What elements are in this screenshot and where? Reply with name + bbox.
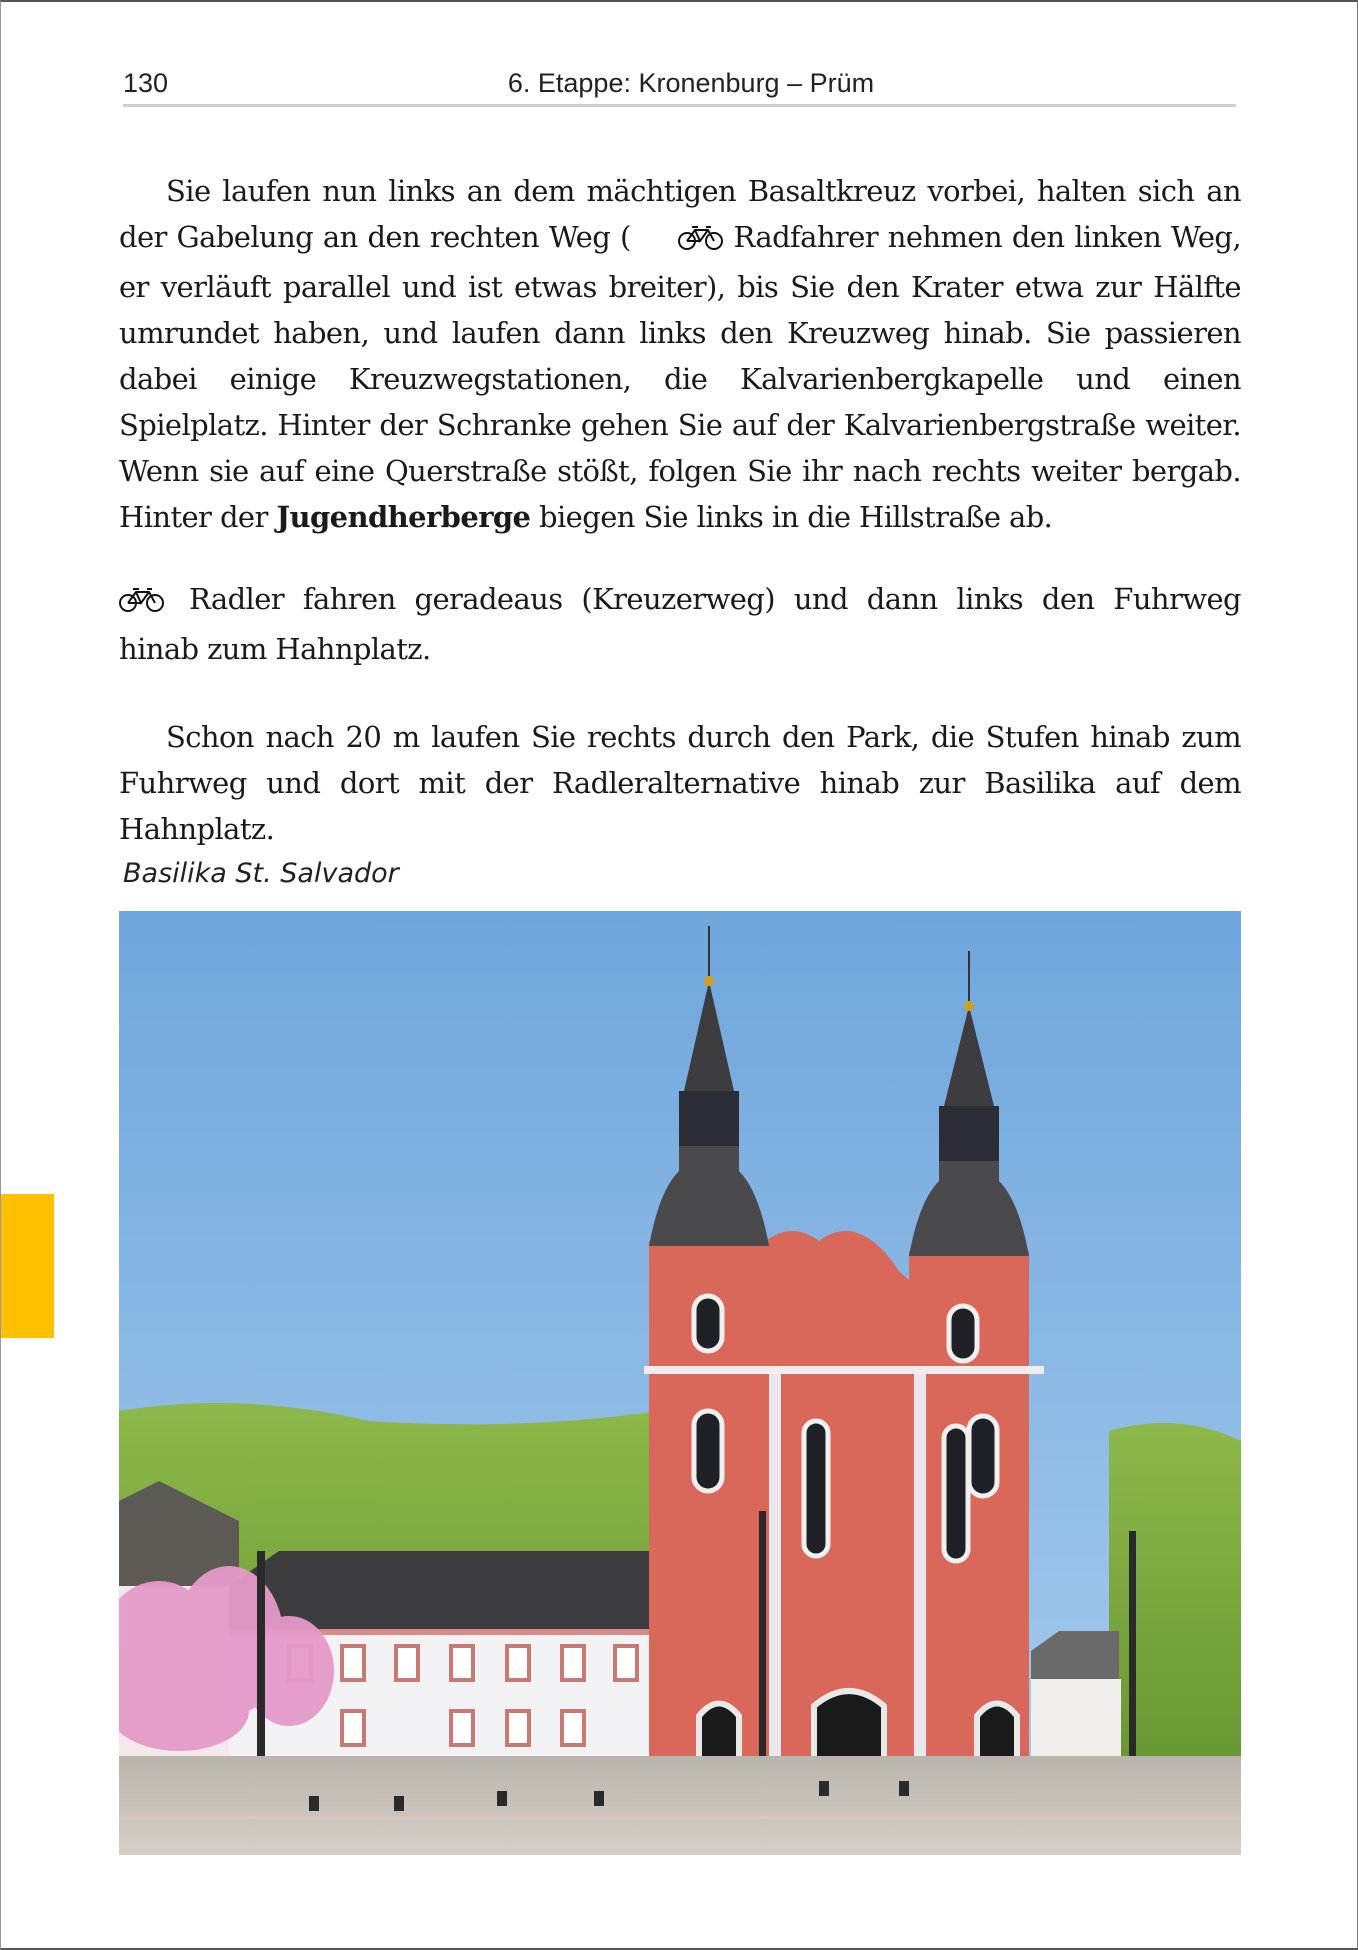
paragraph-text: biegen Sie links in die Hillstraße ab. xyxy=(530,500,1053,534)
paragraph-text: Sie laufen nun links an dem mächtigen Basaltkreuz vorbei, halten sich an der Gabelung an den rechten Weg ( xyxy=(119,174,1241,254)
page-number: 130 xyxy=(123,68,169,98)
bold-place-name: Jugendherberge xyxy=(276,500,531,534)
figure-caption: Basilika St. Salvador xyxy=(123,858,399,889)
photo-illustration xyxy=(119,911,1241,1855)
paragraph-text: Radler fahren geradeaus (Kreuzerweg) und dann links den Fuhrweg hinab zum Hahnplatz. xyxy=(119,582,1241,666)
basilica-photo xyxy=(119,911,1241,1855)
chapter-thumb-tab xyxy=(1,1194,54,1338)
paragraph-text: Schon nach 20 m laufen Sie rechts durch den Park, die Stufen hinab zum Fuhrweg und dort mit der Radleralternative hinab zur Basilika auf dem Hahnplatz. xyxy=(119,720,1241,846)
running-header-title: 6. Etappe: Kronenburg – Prüm xyxy=(507,68,875,98)
paragraph-text: Radfahrer nehmen den linken Weg, er verläuft parallel und ist etwas breiter), bis Sie den Krater etwa zur Hälfte umrundet haben, und laufen dann links den Kreuzweg hinab. Sie passieren dabei einige Kreuzwegstationen, die Kalvarienbergkapelle und einen Spielplatz. Hinter der Schranke gehen Sie auf der Kalvarienbergstraße weiter. Wenn sie auf eine Querstraße stößt, folgen Sie ihr nach rechts weiter bergab. Hinter der xyxy=(119,220,1241,534)
paragraph-cyclist-note xyxy=(119,576,1241,672)
paragraph-route-description xyxy=(119,168,1241,540)
bicycle-icon xyxy=(119,580,165,626)
header-rule xyxy=(123,104,1236,107)
paragraph-route-continuation xyxy=(119,714,1241,852)
bicycle-icon xyxy=(631,218,724,264)
